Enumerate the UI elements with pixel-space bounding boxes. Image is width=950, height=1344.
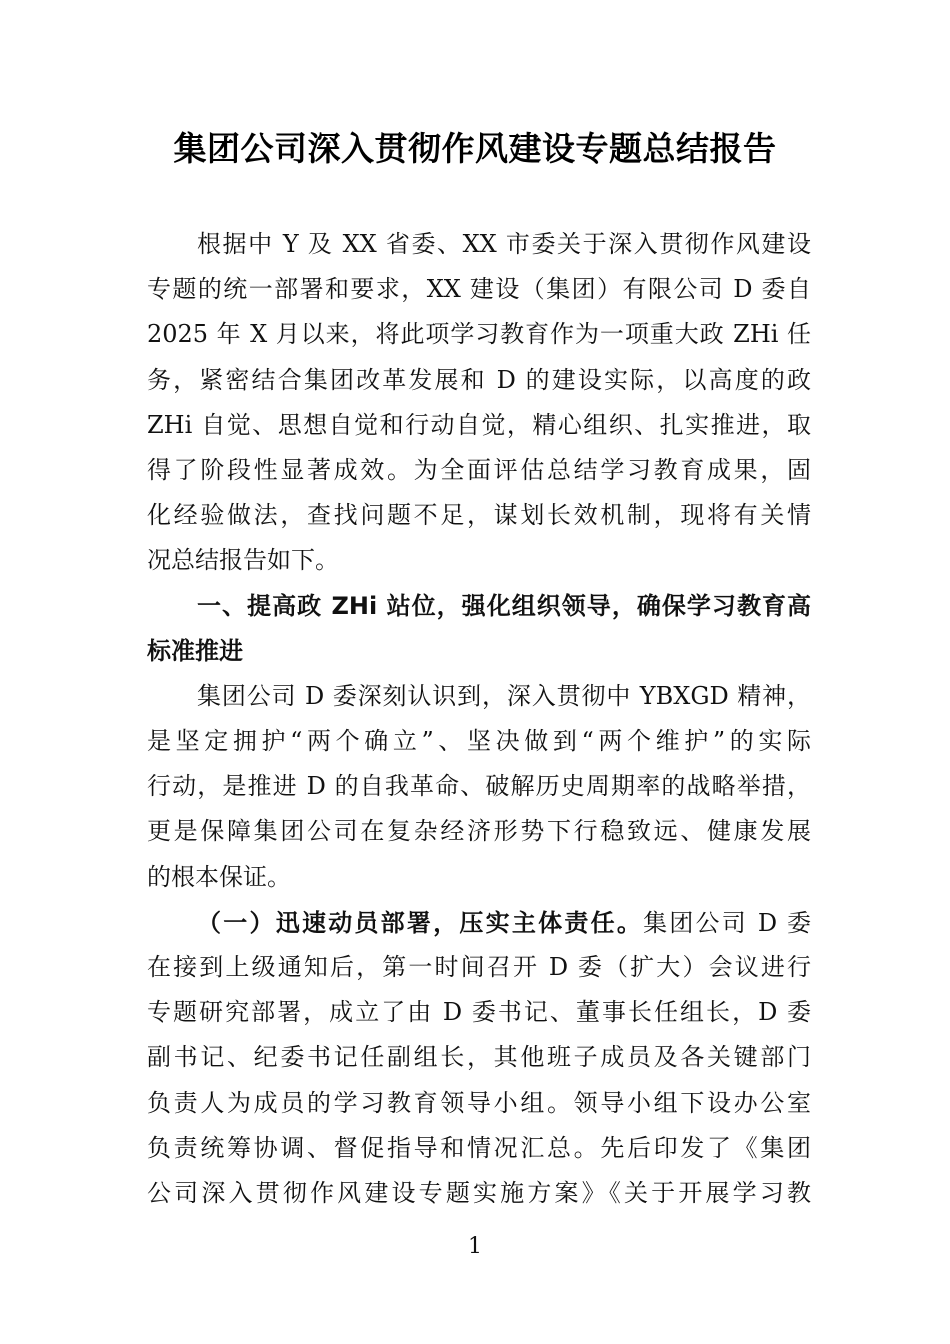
paragraph-line: ZHi 自觉、思想自觉和行动自觉，精心组织、扎实推进，取	[147, 410, 811, 439]
paragraph-line: 专题研究部署，成立了由 D 委书记、董事长任组长，D 委	[147, 998, 811, 1027]
paragraph-line: 负责人为成员的学习教育领导小组。领导小组下设办公室	[147, 1088, 811, 1117]
paragraph-line: 务，紧密结合集团改革发展和 D 的建设实际，以高度的政	[147, 365, 811, 394]
paragraph-line: 是坚定拥护“两个确立”、坚决做到“两个维护”的实际	[147, 727, 811, 756]
subsection-first-line	[147, 900, 811, 945]
section-paragraph	[147, 674, 811, 900]
document-body	[147, 222, 811, 1216]
paragraph-line: 2025 年 X 月以来，将此项学习教育作为一项重大政 ZHi 任	[147, 320, 811, 349]
intro-paragraph	[147, 222, 811, 584]
section-heading-line: 一、提高政 ZHi 站位，强化组织领导，确保学习教育高	[197, 591, 811, 620]
subsection-lead: （一）迅速动员部署，压实主体责任。	[197, 907, 644, 937]
subsection-paragraph	[147, 900, 811, 1216]
paragraph-line: 得了阶段性显著成效。为全面评估总结学习教育成果，固	[147, 455, 811, 484]
section-heading	[147, 584, 811, 674]
subsection-lead-rest: 集团公司 D 委	[643, 908, 812, 937]
document-title: 集团公司深入贯彻作风建设专题总结报告	[173, 129, 777, 168]
paragraph-line: 在接到上级通知后，第一时间召开 D 委（扩大）会议进行	[147, 953, 811, 981]
paragraph-line: 公司深入贯彻作风建设专题实施方案》《关于开展学习教	[147, 1178, 811, 1207]
paragraph-line: 负责统筹协调、督促指导和情况汇总。先后印发了《集团	[147, 1133, 811, 1162]
section-heading-line: 标准推进	[147, 636, 243, 665]
paragraph-line: 专题的统一部署和要求，XX 建设（集团）有限公司 D 委自	[147, 275, 811, 304]
paragraph-line: 副书记、纪委书记任副组长，其他班子成员及各关键部门	[147, 1043, 811, 1072]
paragraph-line: 况总结报告如下。	[147, 546, 339, 575]
paragraph-line: 根据中 Y 及 XX 省委、XX 市委关于深入贯彻作风建设	[197, 230, 811, 258]
paragraph-line: 集团公司 D 委深刻认识到，深入贯彻中 YBXGD 精神，	[197, 681, 811, 710]
paragraph-line: 更是保障集团公司在复杂经济形势下行稳致远、健康发展	[147, 817, 811, 846]
paragraph-line: 化经验做法，查找问题不足，谋划长效机制，现将有关情	[147, 501, 811, 530]
paragraph-line: 的根本保证。	[147, 862, 291, 891]
paragraph-line: 行动，是推进 D 的自我革命、破解历史周期率的战略举措，	[147, 772, 811, 801]
page-number: 1	[468, 1234, 482, 1259]
